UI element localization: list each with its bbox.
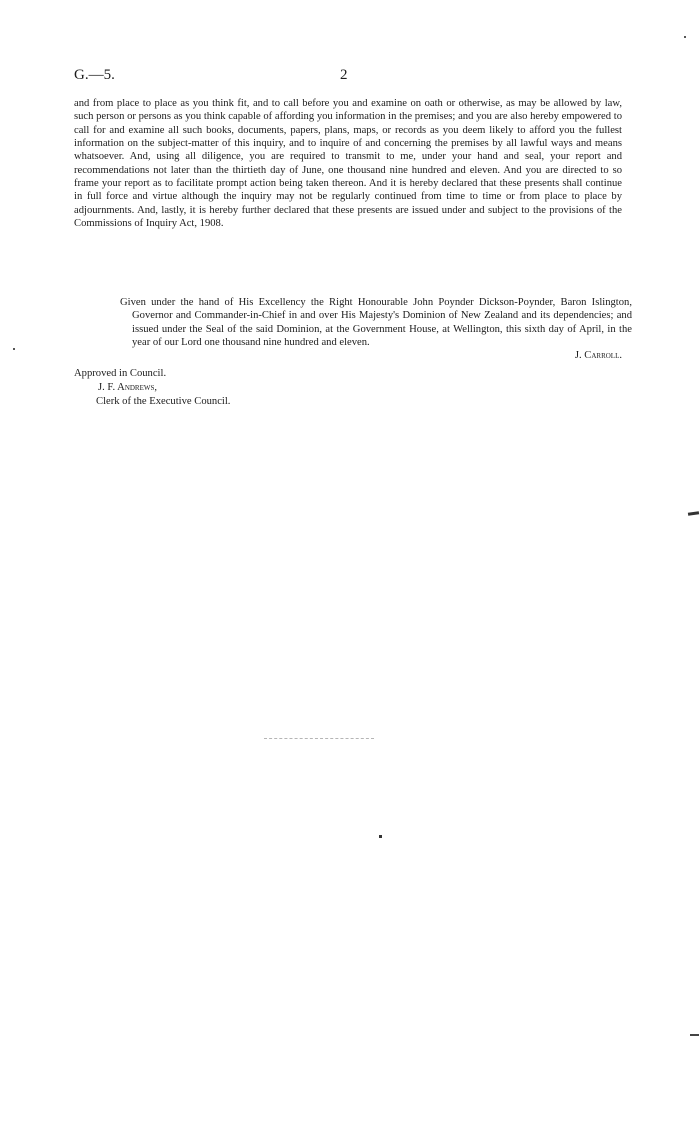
approver-title: Clerk of the Executive Council. (96, 396, 231, 407)
scan-mark (688, 511, 699, 516)
page-header (74, 67, 634, 87)
scan-mark (690, 1034, 699, 1036)
approver-name: J. F. Andrews, (98, 382, 158, 393)
scan-speck (13, 348, 15, 350)
commission-paragraph: and from place to place as you think fit, and to call before you and examine on oath or otherwise, as may be allowed by law, such person or persons as you think capable of affording you information in the premises; and you are also hereby empowered to call for and examine all such books, documents, papers, plans, maps, or records as you deem likely to afford you the fullest information on the subject-matter of this inquiry, and to inquire of and concerning the premises by all lawful ways and means whatsoever. And, using all diligence, you are required to transmit to me, under your hand and seal, your report and recommendations not later than the thirtieth day of June, one thousand nine hundred and eleven. And you are directed to so frame your report as to facilitate prompt action being taken thereon. And it is hereby declared that these presents shall continue in full force and virtue although the inquiry may not be regularly continued from time to time or from place to place by adjournments. And, lastly, it is hereby further declared that these presents are issued under and subject to the provisions of the Commissions of Inquiry Act, 1908. (74, 98, 622, 230)
page-number: 2 (340, 67, 348, 83)
given-under-hand-paragraph: Given under the hand of His Excellency the Right Honourable John Poynder Dickson-Poynder, Baron Islington, Governor and Commander-in-Chief in and over His Majesty's Dominion of New Zealand and its dependencies; and issued under the Seal of the said Dominion, at the Government House, at Wellington, this sixth day of April, in the year of our Lord one thousand nine hundred and eleven. (120, 297, 632, 349)
scan-speck (684, 36, 686, 38)
faint-rule (264, 738, 374, 739)
document-reference: G.—5. (74, 67, 115, 83)
scan-speck (379, 835, 382, 838)
approval-block (74, 367, 230, 409)
signature-carroll: J. Carroll. (574, 350, 622, 361)
approved-in-council: Approved in Council. (74, 368, 167, 379)
